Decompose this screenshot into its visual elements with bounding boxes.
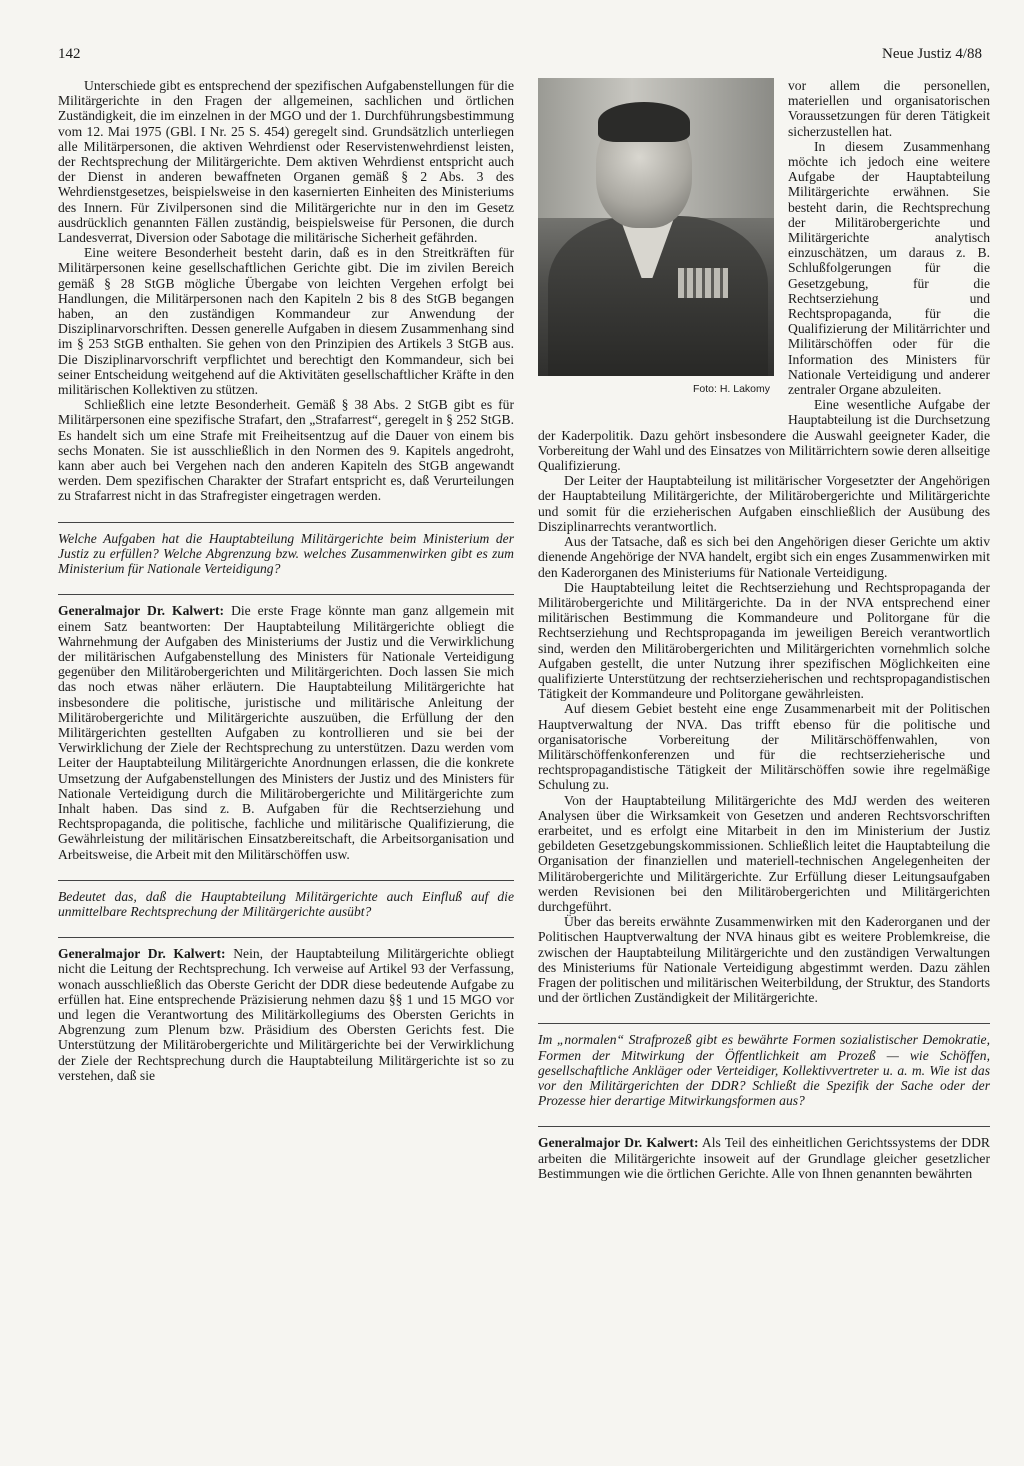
page-number: 142 — [58, 46, 81, 62]
divider — [538, 1023, 990, 1024]
journal-issue: Neue Justiz 4/88 — [882, 46, 982, 62]
interview-answer — [58, 946, 514, 1083]
speaker-name: Generalmajor Dr. Kalwert: — [538, 1135, 699, 1151]
right-column — [538, 78, 990, 1181]
answer-text: Nein, der Hauptabteilung Militärgerichte obliegt nicht die Leitung der Rechtsprechung. Ich verweise auf Artikel 93 der Verfassung, wonach ausschließlich das Oberste Gericht der DDR diese bedeutende Aufgabe zu erfüllen hat. Eine entsprechende Präzisierung nehmen dazu §§ 1 und 15 MGO vor und legen die Verantwortung des Militärkollegiums des Obersten Gerichts in Abgrenzung zum Plenum bzw. Präsidium des Obersten Gerichts fest. Die Unterstützung der Militärobergerichte und Militärgerichte bei der Verwirklichung der Ziele der Rechtsprechung durch die Hauptabteilung Militärgerichte ist so zu verstehen, daß sie — [58, 946, 514, 1083]
answer-text: Als Teil des einheitlichen Gerichtssystems der DDR arbeiten die Militärgerichte insoweit auf der Grundlage gleicher gesetzlicher Bestimmungen wie die örtlichen Gerichte. Alle von Ihnen genannten bewährten — [538, 1135, 990, 1181]
paragraph: Über das bereits erwähnte Zusammenwirken mit den Kaderorganen und der Politischen Hauptverwaltung der NVA hinaus gibt es weitere Problemkreise, die zwischen der Hauptabteilung Militärgerichte und den zuständigen Verwaltungen des Ministeriums für Nationale Verteidigung abgestimmt werden. Dazu zählen Fragen der politischen und militärischen Weiterbildung, der Struktur, des Standorts und der örtlichen Zuständigkeit der Militärgerichte. — [538, 914, 990, 1006]
left-column — [58, 78, 514, 1083]
paragraph: Von der Hauptabteilung Militärgerichte des MdJ werden des weiteren Analysen über die Wirksamkeit von Gesetzen und anderen Rechtsvorschriften erarbeitet, und es erfolgt eine Mitarbeit in den im Ministerium der Justiz gebildeten Gesetzgebungskommissionen. Schließlich leitet die Hauptabteilung die Organisation der finanziellen und materiell-technischen Angelegenheiten der Militärobergerichte und Militärgerichte. Zur Erfüllung dieser Leitungsaufgaben werden Revisionen bei den Militärobergerichten und Militärgerichten durchgeführt. — [538, 792, 990, 914]
photo-figure — [538, 78, 778, 414]
paragraph: Aus der Tatsache, daß es sich bei den Angehörigen dieser Gerichte um aktiv dienende Angehörige der NVA handelt, ergibt sich ein enges Zusammenwirken mit den Kaderorganen des Ministeriums für Nationale Verteidigung. — [538, 534, 990, 580]
interview-answer — [538, 1135, 990, 1181]
speaker-name: Generalmajor Dr. Kalwert: — [58, 603, 225, 619]
paragraph: Unterschiede gibt es entsprechend der spezifischen Aufgabenstellungen für die Militärgerichte in den Fragen der allgemeinen, sachlichen und örtlichen Zuständigkeit, die im einzelnen in der MGO und der 1. Durchführungsbestimmung vom 12. Mai 1975 (GBl. I Nr. 25 S. 454) geregelt sind. Grundsätzlich unterliegen alle Militärpersonen, die aktiven Wehrdienst oder Reservistenwehrdienst leisten, der Rechtsprechung der Militärgerichte. Dem aktiven Wehrdienst entspricht auch der Dienst in anderen bewaffneten Organen gemäß § 2 Abs. 3 des Wehrdienstgesetzes, beispielsweise in den kasernierten Einheiten des Ministeriums des Innern. Für Zivilpersonen sind die Militärgerichte nur in den im Gesetz ausdrücklich genannten Fällen zuständig, beispielsweise für Personen, die durch Landesverrat, Diversion oder Sabotage die militärische Sicherheit gefährden. — [58, 78, 514, 246]
portrait-photo — [538, 78, 774, 376]
divider — [538, 1126, 990, 1127]
interview-question: Bedeutet das, daß die Hauptabteilung Militärgerichte auch Einfluß auf die unmittelbare Rechtsprechung der Militärgerichte ausübt? — [58, 888, 514, 919]
paragraph: Schließlich eine letzte Besonderheit. Gemäß § 38 Abs. 2 StGB gibt es für Militärpersonen eine spezifische Strafart, den „Strafarrest“, geregelt in § 252 StGB. Es handelt sich um eine Strafe mit Freiheitsentzug auf die Dauer von einem bis sechs Monaten. Sie ist ausschließlich in den Normen des 9. Kapitels angedroht, kann aber auch bei Vergehen nach den anderen Kapiteln des StGB angewandt werden. Dem spezifischen Charakter der Strafart entspricht es, daß Verurteilungen zu Strafarrest nicht in das Strafregister eingetragen werden. — [58, 397, 514, 504]
interview-answer — [58, 603, 514, 861]
paragraph: Auf diesem Gebiet besteht eine enge Zusammenarbeit mit der Politischen Hauptverwaltung der NVA. Das trifft ebenso für die politische und organisatorische Vorbereitung der Militärschöffenwahlen, von Militärschöffenkonferenzen und für die rechtserzieherische und rechtspropagandistische Tätigkeit der Militärschöffen sowie ihre regelmäßige Schulung zu. — [538, 701, 990, 793]
interview-question: Im „normalen“ Strafprozeß gibt es bewährte Formen sozialistischer Demokratie, Formen der Mitwirkung der Öffentlichkeit am Prozeß — wie Schöffen, gesellschaftliche Ankläger oder Verteidiger, Kollektivvertreter u. a. m. Wie ist das vor den Militärgerichten der DDR? Schließt die Spezifik der Sache oder der Prozesse hier derartige Mitwirkungsformen aus? — [538, 1032, 990, 1109]
answer-text: Die erste Frage könnte man ganz allgemein mit einem Satz beantworten: Der Hauptabteilung Militärgerichte obliegt die Wahrnehmung der Aufgaben des Ministeriums der Justiz und die Verwirklichung der militärischen Aufgabenstellung des Ministers für Nationale Verteidigung gegenüber den Militärobergerichten und Militärgerichten. Doch lassen Sie mich das noch etwas näher erläutern. Die Hauptabteilung Militärgerichte hat insbesondere die politische, juristische und militärische Anleitung der Militärobergerichte und Militärgerichte auszuüben, die Erfüllung der den Militärgerichten gestellten Aufgaben zu kontrollieren und sie bei der Verwirklichung der Ziele der Rechtsprechung zu unterstützen. Dazu werden vom Leiter der Hauptabteilung Militärgerichte Anordnungen erlassen, die die konkrete Umsetzung der Aufgabenstellungen des Ministers der Justiz und des Ministers für Nationale Verteidigung durch die Militärobergerichte und Militärgerichte zum Inhalt haben. Das sind z. B. Aufgaben für die Rechtserziehung und Rechtspropaganda, die politische, fachliche und militärische Qualifizierung, die Gewährleistung der militärischen Einsatzbereitschaft, die Arbeitsorganisation und Arbeitsweise, die Arbeit mit den Militärschöffen usw. — [58, 603, 514, 862]
divider — [58, 937, 514, 938]
divider — [58, 594, 514, 595]
paragraph: vor allem die personellen, materiellen und organisatorischen Voraussetzungen für deren Tätigkeit sicherzustellen hat. — [788, 78, 990, 139]
paragraph: In diesem Zusammenhang möchte ich jedoch eine weitere Aufgabe der Hauptabteilung Militärgerichte erwähnen. Sie besteht darin, die Rechtsprechung der Militärobergerichte und Militärgerichte analytisch einzuschätzen, um daraus z. B. Schlußfolgerungen für die Gesetzgebung, für die Rechtserziehung und Rechtspropaganda, für die Qualifizierung der Militärrichter und Militärschöffen oder für die Information des Ministers für Nationale Verteidigung und anderer zentraler Organe abzuleiten. — [788, 138, 990, 398]
speaker-name: Generalmajor Dr. Kalwert: — [58, 946, 226, 962]
paragraph: Eine weitere Besonderheit besteht darin, daß es in den Streitkräften für Militärpersonen keine gesellschaftlichen Gerichte gibt. Die im zivilen Bereich gemäß § 28 StGB mögliche Übergabe von leichten Vergehen erfolgt bei Handlungen, die Militärpersonen nach den Kapiteln 2 bis 8 des StGB begangen haben, an den zuständigen Kommandeur zur Anwendung der Disziplinarvorschriften. Dessen generelle Aufgaben in diesem Zusammenhang sind im § 253 StGB enthalten. Sie gehen von den Prinzipien des Artikels 3 StGB aus. Die Disziplinarvorschrift verpflichtet und berechtigt den Kommandeur, sich bei seiner Entscheidung weitgehend auf die Aktivitäten gesellschaftlicher Kräfte in den militärischen Kollektiven zu stützen. — [58, 245, 514, 398]
photo-caption: Foto: H. Lakomy — [692, 383, 770, 395]
divider — [58, 522, 514, 523]
interview-question: Welche Aufgaben hat die Hauptabteilung Militärgerichte beim Ministerium der Justiz zu erfüllen? Welche Abgrenzung bzw. welches Zusammenwirken gibt es zum Ministerium für Nationale Verteidigung? — [58, 530, 514, 577]
page-header — [58, 46, 982, 68]
paragraph: Die Hauptabteilung leitet die Rechtserziehung und Rechtspropaganda der Militärobergerichte und Militärgerichte. Da in der NVA entsprechend einer militärischen Bestimmung die Kommandeure und Politorgane für die Rechtserziehung und Rechtspropaganda im jeweiligen Bereich verantwortlich sind, werden den Militärobergerichten und Militärgerichten vornehmlich solche Aufgaben gestellt, die unter Nutzung ihrer spezifischen Möglichkeiten eine qualifizierte Unterstützung der rechtserzieherischen und rechtspropagandistischen Tätigkeit der Kommandeure und Politorgane gewährleisten. — [538, 579, 990, 702]
paragraph: Eine wesentliche Aufgabe der Hauptabteilung ist die Durchsetzung der Kaderpolitik. Dazu gehört insbesondere die Auswahl geeigneter Kader, die Vorbereitung der Wahl und des Einsatzes von Militärrichtern sowie deren allseitige Qualifizierung. — [538, 397, 990, 474]
divider — [58, 880, 514, 881]
paragraph: Der Leiter der Hauptabteilung ist militärischer Vorgesetzter der Angehörigen der Hauptabteilung Militärgerichte, der Militärobergerichte und Militärgerichte und somit für die erzieherischen Aufgaben einschließlich der Ausübung des Disziplinarrechts verantwortlich. — [538, 473, 990, 534]
